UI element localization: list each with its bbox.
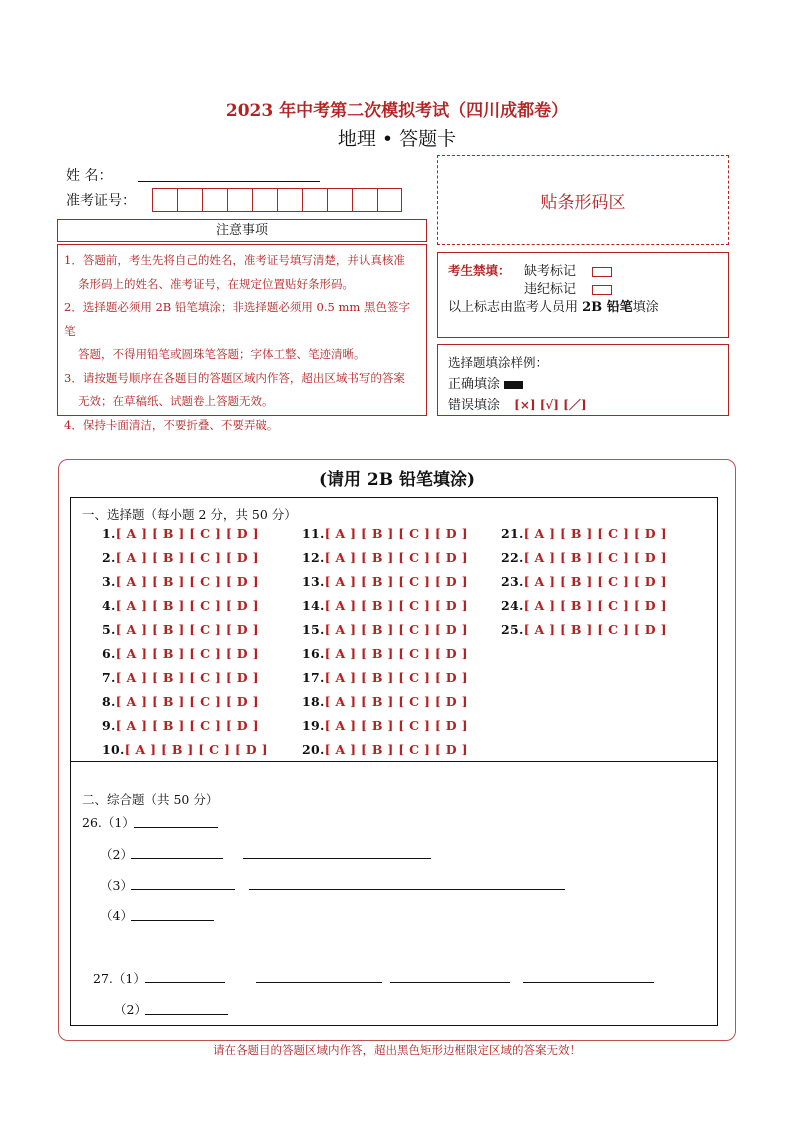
question-number: 22.: [501, 550, 524, 565]
choice-question[interactable]: [501, 550, 667, 574]
answer-options[interactable]: [ A ] [ B ] [ C ] [ D ]: [324, 526, 468, 541]
notice-heading: 注意事项: [57, 219, 427, 242]
answer-options[interactable]: [ A ] [ B ] [ C ] [ D ]: [115, 646, 259, 661]
answer-blank[interactable]: [145, 1013, 228, 1015]
question-number: 4.: [102, 598, 116, 613]
correct-fill-label: 正确填涂: [448, 377, 501, 392]
notice-line: 4．保持卡面清洁，不要折叠、不要弄破。: [64, 417, 279, 432]
q26-part1-label: 26.（1）: [82, 815, 135, 830]
answer-blank[interactable]: [523, 981, 654, 983]
id-digit-box[interactable]: [327, 188, 352, 212]
choice-question[interactable]: [102, 622, 268, 646]
notice-body: [57, 244, 427, 432]
question-number: 18.: [302, 694, 325, 709]
question-number: 17.: [302, 670, 325, 685]
answer-options[interactable]: [ A ] [ B ] [ C ] [ D ]: [523, 574, 667, 589]
examiner-only-box: [437, 252, 729, 338]
violation-mark-label: 违纪标记: [524, 282, 577, 297]
choice-question[interactable]: [102, 646, 268, 670]
answer-options[interactable]: [ A ] [ B ] [ C ] [ D ]: [324, 646, 468, 661]
question-number: 7.: [102, 670, 116, 685]
question-number: 5.: [102, 622, 116, 637]
question-number: 15.: [302, 622, 325, 637]
correct-fill-mark: [504, 381, 523, 389]
choice-question[interactable]: [302, 646, 468, 670]
wrong-fill-marks: [×] [√] [／]: [514, 398, 587, 412]
notice-line: 无效；在草稿纸、试题卷上答题无效。: [78, 394, 274, 408]
section1-title: 一、选择题（每小题 2 分，共 50 分）: [82, 507, 297, 522]
exam-title: 2023 年中考第二次模拟考试（四川成都卷）: [225, 101, 569, 121]
wrong-fill-label: 错误填涂: [448, 398, 501, 413]
id-digit-box[interactable]: [152, 188, 177, 212]
answer-blank[interactable]: [131, 919, 214, 921]
q26-part2-label: （2）: [100, 847, 133, 862]
choice-question[interactable]: [302, 550, 468, 574]
choice-question[interactable]: [302, 622, 468, 646]
answer-options[interactable]: [ A ] [ B ] [ C ] [ D ]: [324, 550, 468, 565]
question-number: 13.: [302, 574, 325, 589]
choice-question[interactable]: [302, 670, 468, 694]
answer-blank[interactable]: [131, 857, 223, 859]
forbidden-note: [448, 296, 659, 315]
choice-question[interactable]: [102, 526, 268, 550]
barcode-area: [437, 155, 729, 245]
fill-sample-box: [437, 344, 729, 416]
choice-question[interactable]: [102, 598, 268, 622]
question-number: 12.: [302, 550, 325, 565]
id-digit-box[interactable]: [252, 188, 277, 212]
answer-options[interactable]: [ A ] [ B ] [ C ] [ D ]: [523, 550, 667, 565]
answer-blank[interactable]: [390, 981, 510, 983]
answer-options[interactable]: [ A ] [ B ] [ C ] [ D ]: [115, 574, 259, 589]
notice-line: 2．选择题必须用 2B 铅笔填涂；非选择题必须用 0.5 mm 黑色签字笔: [64, 300, 410, 338]
answer-options[interactable]: [ A ] [ B ] [ C ] [ D ]: [324, 574, 468, 589]
answer-options[interactable]: [ A ] [ B ] [ C ] [ D ]: [115, 670, 259, 685]
answer-options[interactable]: [ A ] [ B ] [ C ] [ D ]: [115, 526, 259, 541]
violation-mark-box[interactable]: [592, 285, 612, 295]
barcode-label: 贴条形码区: [540, 192, 626, 213]
forbidden-note-bold: 2B 铅笔: [582, 300, 633, 315]
question-number: 16.: [302, 646, 325, 661]
name-label: 姓 名：: [66, 168, 113, 184]
choice-question[interactable]: [102, 718, 268, 742]
answer-options[interactable]: [ A ] [ B ] [ C ] [ D ]: [324, 742, 468, 757]
question-number: 19.: [302, 718, 325, 733]
forbidden-label: 考生禁填：: [448, 263, 511, 278]
choice-question[interactable]: [102, 670, 268, 694]
q26-part3-label: （3）: [100, 878, 133, 893]
answer-blank[interactable]: [131, 888, 235, 890]
question-number: 11.: [302, 526, 325, 541]
absent-mark-box[interactable]: [592, 267, 612, 277]
choice-question[interactable]: [302, 574, 468, 598]
name-field[interactable]: [138, 180, 320, 182]
answer-options[interactable]: [ A ] [ B ] [ C ] [ D ]: [324, 718, 468, 733]
question-number: 8.: [102, 694, 116, 709]
answer-options[interactable]: [ A ] [ B ] [ C ] [ D ]: [324, 694, 468, 709]
answer-blank[interactable]: [134, 826, 218, 828]
question-number: 2.: [102, 550, 116, 565]
question-number: 1.: [102, 526, 116, 541]
id-digit-box[interactable]: [377, 188, 402, 212]
notice-line: 1．答题前，考生先将自己的姓名，准考证号填写清楚，并认真核准: [64, 253, 405, 267]
choice-question[interactable]: [501, 598, 667, 622]
id-digit-box[interactable]: [302, 188, 327, 212]
answer-blank[interactable]: [243, 857, 431, 859]
choice-question[interactable]: [302, 718, 468, 742]
forbidden-note-suffix: 填涂: [632, 300, 659, 315]
choice-question[interactable]: [501, 622, 667, 646]
id-digit-box[interactable]: [177, 188, 202, 212]
answer-options[interactable]: [ A ] [ B ] [ C ] [ D ]: [115, 550, 259, 565]
answer-options[interactable]: [ A ] [ B ] [ C ] [ D ]: [523, 622, 667, 637]
section2-title: 二、综合题（共 50 分）: [82, 792, 219, 807]
question-number: 10.: [102, 742, 125, 757]
choice-question[interactable]: [501, 526, 667, 550]
answer-blank[interactable]: [249, 888, 565, 890]
choice-question[interactable]: [302, 526, 468, 550]
answer-options[interactable]: [ A ] [ B ] [ C ] [ D ]: [124, 742, 268, 757]
choice-column-3: [501, 526, 667, 646]
answer-options[interactable]: [ A ] [ B ] [ C ] [ D ]: [115, 598, 259, 613]
choice-question[interactable]: [302, 694, 468, 718]
id-label: 准考证号：: [66, 193, 136, 209]
choice-question[interactable]: [302, 742, 468, 766]
answer-options[interactable]: [ A ] [ B ] [ C ] [ D ]: [115, 622, 259, 637]
question-number: 9.: [102, 718, 116, 733]
question-number: 24.: [501, 598, 524, 613]
choice-question[interactable]: [302, 598, 468, 622]
question-number: 6.: [102, 646, 116, 661]
answer-options[interactable]: [ A ] [ B ] [ C ] [ D ]: [324, 598, 468, 613]
answer-options[interactable]: [ A ] [ B ] [ C ] [ D ]: [115, 694, 259, 709]
answer-options[interactable]: [ A ] [ B ] [ C ] [ D ]: [523, 526, 667, 541]
absent-mark-label: 缺考标记: [524, 264, 577, 279]
choice-question[interactable]: [102, 574, 268, 598]
notice-line: 条形码上的姓名、准考证号，在规定位置贴好条形码。: [78, 276, 354, 291]
question-number: 21.: [501, 526, 524, 541]
id-number-boxes[interactable]: [152, 188, 402, 212]
question-number: 3.: [102, 574, 116, 589]
answer-options[interactable]: [ A ] [ B ] [ C ] [ D ]: [523, 598, 667, 613]
answer-blank[interactable]: [256, 981, 382, 983]
choice-question[interactable]: [102, 742, 268, 766]
notice-line: 3．请按题号顺序在各题目的答题区域内作答，超出区域书写的答案: [64, 370, 405, 385]
answer-blank[interactable]: [145, 981, 225, 983]
question-number: 20.: [302, 742, 325, 757]
choice-question[interactable]: [501, 574, 667, 598]
question-number: 14.: [302, 598, 325, 613]
id-digit-box[interactable]: [202, 188, 227, 212]
q27-part1-label: 27.（1）: [93, 971, 146, 986]
notice-line: 答题，不得用铅笔或圆珠笔答题；字体工整、笔迹清晰。: [78, 347, 366, 361]
answer-options[interactable]: [ A ] [ B ] [ C ] [ D ]: [324, 670, 468, 685]
choice-column-2: [302, 526, 468, 766]
footer-warning: 请在各题目的答题区域内作答，超出黑色矩形边框限定区域的答案无效！: [213, 1043, 581, 1057]
forbidden-note-text: 以上标志由监考人员用: [448, 300, 583, 315]
choice-question[interactable]: [102, 550, 268, 574]
q26-part4-label: （4）: [100, 908, 133, 923]
sample-title: 选择题填涂样例：: [448, 355, 549, 370]
q27-part2-label: （2）: [114, 1002, 147, 1017]
question-number: 25.: [501, 622, 524, 637]
choice-question[interactable]: [102, 694, 268, 718]
question-number: 23.: [501, 574, 524, 589]
id-digit-box[interactable]: [277, 188, 302, 212]
pencil-note: (请用 2B 铅笔填涂): [318, 470, 476, 490]
answer-options[interactable]: [ A ] [ B ] [ C ] [ D ]: [115, 718, 259, 733]
choice-column-1: [102, 526, 268, 766]
id-digit-box[interactable]: [227, 188, 252, 212]
answer-options[interactable]: [ A ] [ B ] [ C ] [ D ]: [324, 622, 468, 637]
id-digit-box[interactable]: [352, 188, 377, 212]
card-subtitle: 地理 • 答题卡: [337, 128, 457, 150]
